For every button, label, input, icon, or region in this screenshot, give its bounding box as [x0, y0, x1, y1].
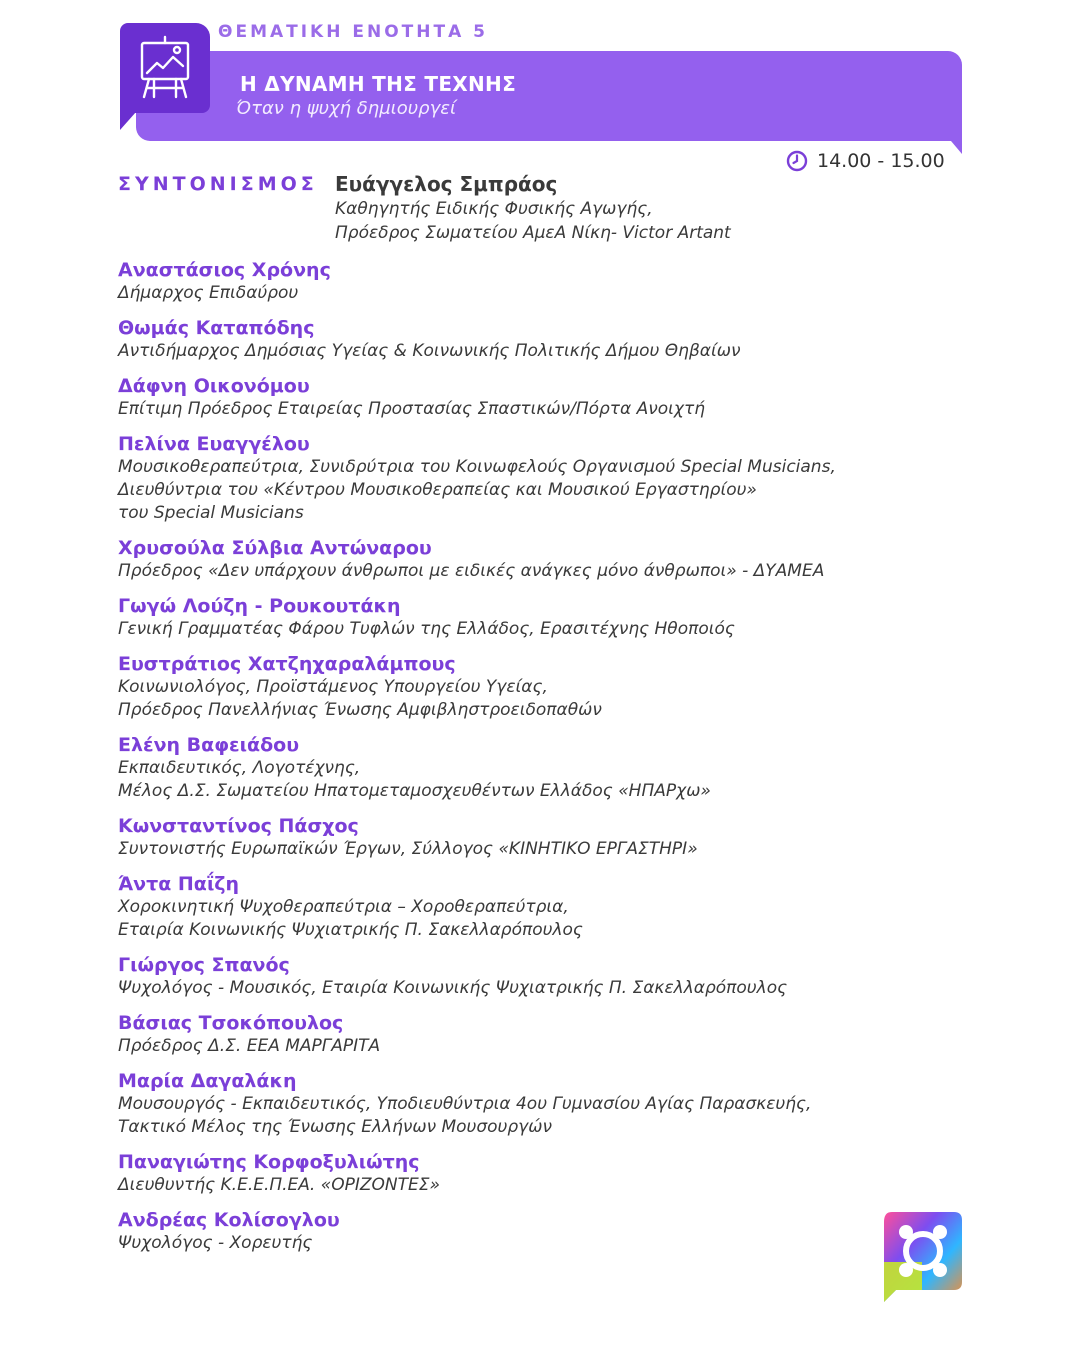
speaker-item — [118, 1011, 938, 1058]
speaker-item — [118, 814, 938, 861]
speaker-item — [118, 872, 938, 942]
speaker-role: Εταιρία Κοινωνικής Ψυχιατρικής Π. Σακελλαρόπουλος — [118, 920, 583, 940]
speaker-name: Βάσιας Τσοκόπουλος — [118, 1012, 344, 1034]
coordinator-role-line: Καθηγητής Ειδικής Φυσικής Αγωγής, — [335, 199, 653, 219]
speaker-name: Γωγώ Λούζη - Ρουκουτάκη — [118, 595, 401, 617]
speaker-item — [118, 652, 938, 722]
session-title: Η ΔΥΝΑΜΗ ΤΗΣ ΤΕΧΝΗΣ — [240, 72, 517, 96]
speaker-name: Ανδρέας Κολίσογλου — [118, 1209, 340, 1231]
speaker-name: Ευστράτιος Χατζηχαραλάμπους — [118, 653, 456, 675]
speaker-role: Κοινωνιολόγος, Προϊστάμενος Υπουργείου Υγείας, — [118, 677, 548, 697]
speaker-item — [118, 374, 938, 421]
speaker-name: Ελένη Βαφειάδου — [118, 734, 300, 756]
speaker-item — [118, 316, 938, 363]
speaker-item — [118, 594, 938, 641]
icon-box — [120, 23, 210, 113]
session-time — [786, 150, 945, 172]
speaker-role: Διευθυντής Κ.Ε.Ε.Π.ΕΑ. «ΟΡΙΖΟΝΤΕΣ» — [118, 1175, 440, 1195]
speaker-role: του Special Musicians — [118, 503, 304, 523]
speaker-name: Αναστάσιος Χρόνης — [118, 259, 331, 281]
clock-icon — [786, 150, 808, 172]
speaker-role: Γενική Γραμματέας Φάρου Τυφλών της Ελλάδος, Ερασιτέχνης Ηθοποιός — [118, 619, 735, 639]
speaker-role: Συντονιστής Ευρωπαϊκών Έργων, Σύλλογος «ΚΙΝΗΤΙΚΟ ΕΡΓΑΣΤΗΡΙ» — [118, 839, 698, 859]
speaker-name: Κωνσταντίνος Πάσχος — [118, 815, 359, 837]
speaker-role: Εκπαιδευτικός, Λογοτέχνης, — [118, 758, 361, 778]
speaker-name: Άντα Παΐζη — [118, 873, 239, 895]
session-subtitle: Όταν η ψυχή δημιουργεί — [236, 98, 457, 119]
speaker-item — [118, 733, 938, 803]
speaker-item — [118, 1069, 938, 1139]
speaker-name: Πελίνα Ευαγγέλου — [118, 433, 310, 455]
speaker-role: Διευθύντρια του «Κέντρου Μουσικοθεραπείας και Μουσικού Εργαστηρίου» — [118, 480, 757, 500]
speaker-name: Μαρία Δαγαλάκη — [118, 1070, 297, 1092]
speaker-item — [118, 258, 938, 305]
speaker-role: Τακτικό Μέλος της Ένωσης Ελλήνων Μουσουργών — [118, 1117, 552, 1137]
speaker-role: Ψυχολόγος - Χορευτής — [118, 1233, 313, 1253]
easel-art-icon — [138, 35, 192, 101]
speaker-role: Πρόεδρος Δ.Σ. ΕΕΑ ΜΑΡΓΑΡΙΤΑ — [118, 1036, 381, 1056]
time-text: 14.00 - 15.00 — [817, 150, 945, 172]
speaker-role: Χοροκινητική Ψυχοθεραπεύτρια – Χοροθεραπεύτρια, — [118, 897, 569, 917]
speaker-item — [118, 432, 938, 525]
speaker-role: Μέλος Δ.Σ. Σωματείου Ηπατομεταμοσχευθέντων Ελλάδος «ΗΠΑΡχω» — [118, 781, 711, 801]
people-circle-logo — [882, 1212, 964, 1304]
speaker-role: Αντιδήμαρχος Δημόσιας Υγείας & Κοινωνικής Πολιτικής Δήμου Θηβαίων — [118, 341, 741, 361]
title-banner — [136, 51, 962, 141]
coordinator-role — [335, 197, 935, 245]
speaker-name: Χρυσούλα Σύλβια Αντώναρου — [118, 537, 432, 559]
speaker-role: Πρόεδρος «Δεν υπάρχουν άνθρωποι με ειδικές ανάγκες μόνο άνθρωποι» - ΔΥΑΜΕΑ — [118, 561, 825, 581]
speaker-role: Επίτιμη Πρόεδρος Εταιρείας Προστασίας Σπαστικών/Πόρτα Ανοιχτή — [118, 399, 705, 419]
speaker-role: Ψυχολόγος - Μουσικός, Εταιρία Κοινωνικής Ψυχιατρικής Π. Σακελλαρόπουλος — [118, 978, 788, 998]
icon-box-tail — [120, 112, 136, 130]
speaker-item — [118, 536, 938, 583]
speaker-name: Δάφνη Οικονόμου — [118, 375, 310, 397]
speaker-role: Δήμαρχος Επιδαύρου — [118, 283, 299, 303]
coordination-label: ΣΥΝΤΟΝΙΣΜΟΣ — [118, 173, 318, 195]
section-label: ΘΕΜΑΤΙΚΗ ΕΝΟΤΗΤΑ 5 — [218, 22, 488, 42]
speaker-list — [118, 258, 938, 1266]
speaker-name: Γιώργος Σπανός — [118, 954, 290, 976]
speaker-item — [118, 1150, 938, 1197]
coordinator-role-line: Πρόεδρος Σωματείου ΑμεΑ Νίκη- Victor Artant — [335, 223, 731, 243]
speaker-name: Παναγιώτης Κορφοξυλιώτης — [118, 1151, 420, 1173]
speaker-item — [118, 953, 938, 1000]
speaker-name: Θωμάς Καταπόδης — [118, 317, 315, 339]
speaker-item — [118, 1208, 938, 1255]
speaker-role: Πρόεδρος Πανελλήνιας Ένωσης Αμφιβληστροειδοπαθών — [118, 700, 602, 720]
speaker-role: Μουσικοθεραπεύτρια, Συνιδρύτρια του Κοινωφελούς Οργανισμού Special Musicians, — [118, 457, 836, 477]
speaker-role: Μουσουργός - Εκπαιδευτικός, Υποδιευθύντρια 4ου Γυμνασίου Αγίας Παρασκευής, — [118, 1094, 812, 1114]
coordinator-name: Ευάγγελος Σμπράος — [335, 172, 558, 196]
